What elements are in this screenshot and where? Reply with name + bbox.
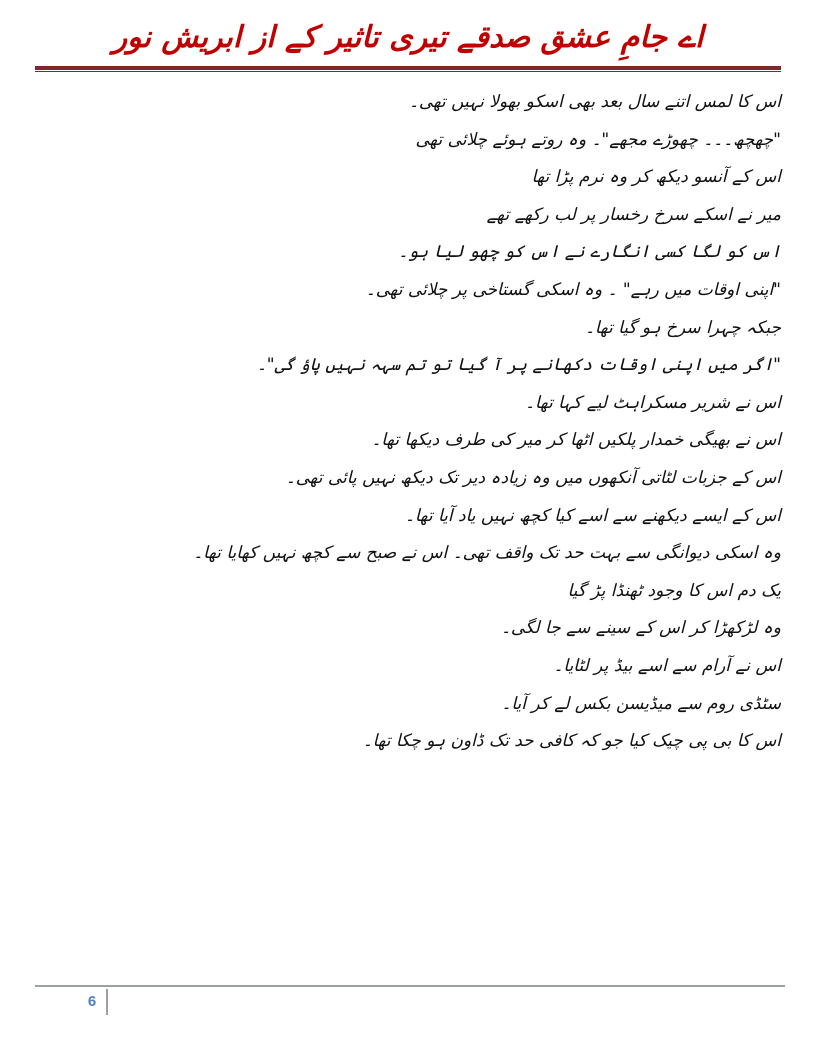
header-divider — [35, 66, 781, 70]
page-number-separator — [106, 989, 108, 1015]
footer-divider — [35, 985, 785, 987]
text-line: اس نے شریر مسکراہٹ لیے کہا تھا۔ — [525, 392, 781, 413]
text-line: اس کو لگا کسی انگارے نے اس کو چھو لیا ہو۔ — [398, 242, 781, 263]
page-number: 6 — [87, 993, 97, 1010]
page-title: اے جامِ عشق صدقے تیری تاثیر کے از ابریش نور — [112, 20, 704, 55]
text-line: میر نے اسکے سرخ رخسار پر لب رکھے تھے — [486, 204, 781, 225]
text-line: اس کا بی پی چیک کیا جو کہ کافی حد تک ڈاون ہو چکا تھا۔ — [362, 731, 781, 752]
text-line: اس کا لمس اتنے سال بعد بھی اسکو بھولا نہیں تھی۔ — [408, 92, 781, 112]
text-line: وہ لڑکھڑا کر اس کے سینے سے جا لگی۔ — [500, 618, 781, 639]
text-line: سٹڈی روم سے میڈیسن بکس لے کر آیا۔ — [501, 693, 781, 714]
text-line: وہ اسکی دیوانگی سے بہت حد تک واقف تھی۔ اس نے صبح سے کچھ نہیں کھایا تھا۔ — [193, 543, 781, 564]
text-line: "اگر میں اپنی اوقات دکھانے پر آ گیا تو تم سہہ نہیں پاؤ گی"۔ — [256, 355, 781, 376]
text-line: اس کے آنسو دیکھ کر وہ نرم پڑا تھا — [531, 167, 781, 188]
header-divider-thin — [35, 71, 781, 72]
text-line: جبکہ چہرا سرخ ہو گیا تھا۔ — [584, 317, 781, 338]
text-line: "اپنی اوقات میں رہے" ۔ وہ اسکی گستاخی پر چلائی تھی۔ — [365, 279, 781, 300]
text-line: اس کے ایسے دیکھنے سے اسے کیا کچھ نہیں یاد آیا تھا۔ — [404, 505, 781, 526]
text-line: اس نے بھیگی خمدار پلکیں اٹھا کر میر کی طرف دیکھا تھا۔ — [371, 430, 781, 451]
text-line: اس نے آرام سے اسے بیڈ پر لٹایا۔ — [553, 655, 781, 676]
text-line: یک دم اس کا وجود ٹھنڈا پڑ گیا — [567, 580, 781, 601]
text-line: "چھچھ۔۔۔ چھوڑے مجھے"۔ وہ روتے ہوئے چلائی تھی — [415, 129, 781, 150]
text-line: اس کے جزبات لٹاتی آنکھوں میں وہ زیادہ دیر تک دیکھ نہیں پائی تھی۔ — [285, 467, 781, 488]
story-text — [35, 84, 781, 761]
